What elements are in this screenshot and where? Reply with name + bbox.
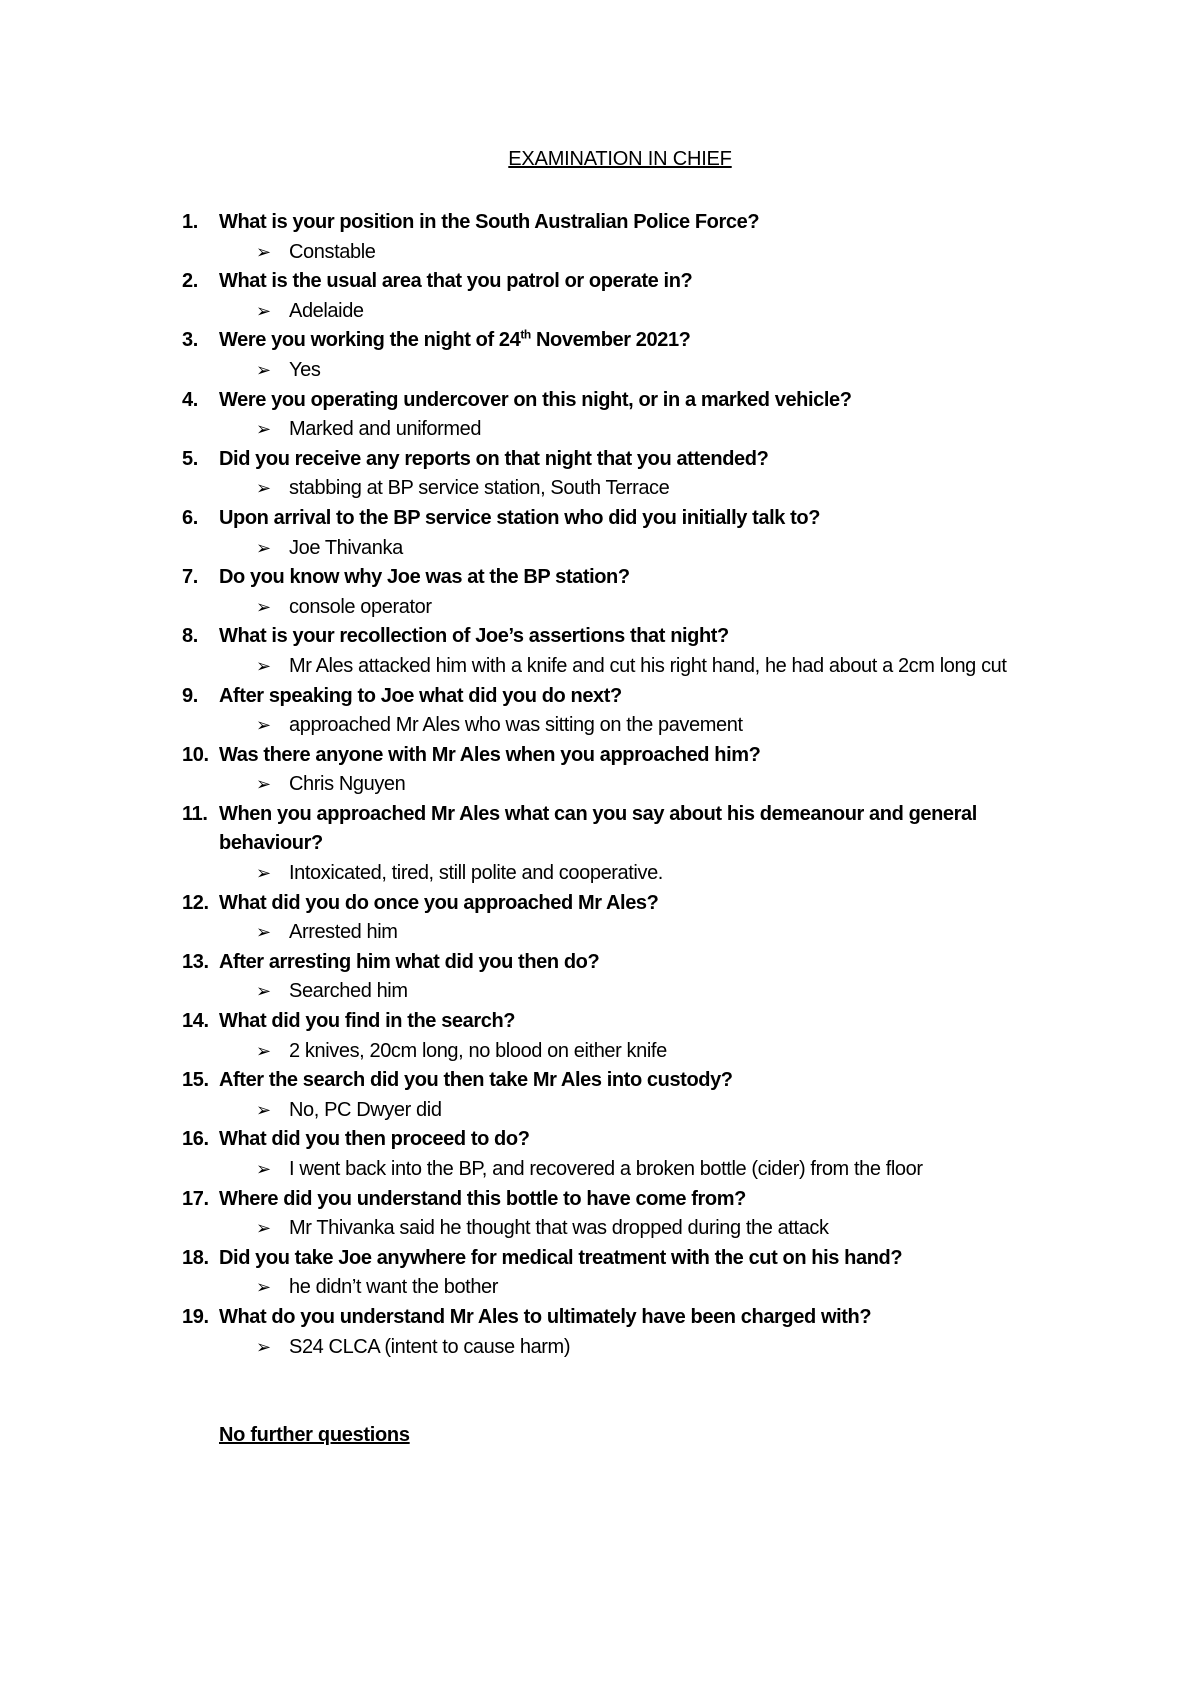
list-item: [182, 622, 1062, 681]
list-item: [182, 1125, 1062, 1184]
answer-line: [182, 711, 1062, 741]
arrowhead-bullet-icon: ➢: [256, 1277, 271, 1298]
answer-text: he didn’t want the bother: [289, 1276, 499, 1299]
question-line: [182, 563, 1062, 593]
question-line: [182, 741, 1062, 771]
list-item: [182, 386, 1062, 445]
answer-text: No, PC Dwyer did: [289, 1098, 442, 1121]
answer-text: Joe Thivanka: [289, 536, 403, 559]
question-number: 3.: [182, 329, 198, 352]
arrowhead-bullet-icon: ➢: [256, 774, 271, 795]
answer-line: [182, 297, 1062, 327]
answer-text: Intoxicated, tired, still polite and cooperative.: [289, 862, 663, 885]
answer-text: Mr Ales attacked him with a knife and cut his right hand, he had about a 2cm long cut: [289, 654, 1007, 677]
question-line: [182, 800, 1062, 859]
answer-text: stabbing at BP service station, South Terrace: [289, 477, 670, 500]
answer-text: Constable: [289, 240, 376, 263]
question-number: 11.: [182, 802, 208, 825]
list-item: [182, 1007, 1062, 1066]
question-number: 16.: [182, 1128, 209, 1151]
arrowhead-bullet-icon: ➢: [256, 715, 271, 736]
answer-line: [182, 1155, 1062, 1185]
question-text: What is the usual area that you patrol or operate in?: [219, 270, 693, 293]
question-text: What did you do once you approached Mr Ales?: [219, 891, 659, 914]
question-line: [182, 1303, 1062, 1333]
question-number: 15.: [182, 1069, 209, 1092]
arrowhead-bullet-icon: ➢: [256, 863, 271, 884]
question-text: What is your recollection of Joe’s assertions that night?: [219, 625, 729, 648]
question-number: 2.: [182, 270, 198, 293]
question-line: [182, 208, 1062, 238]
question-text: Did you take Joe anywhere for medical treatment with the cut on his hand?: [219, 1246, 903, 1269]
list-item: [182, 682, 1062, 741]
question-text: After the search did you then take Mr Ales into custody?: [219, 1069, 733, 1092]
question-number: 13.: [182, 950, 209, 973]
question-text: What did you find in the search?: [219, 1010, 516, 1033]
list-item: [182, 889, 1062, 948]
answer-text: I went back into the BP, and recovered a broken bottle (cider) from the floor: [289, 1158, 923, 1180]
arrowhead-bullet-icon: ➢: [256, 1336, 271, 1357]
arrowhead-bullet-icon: ➢: [256, 1218, 271, 1239]
question-number: 9.: [182, 684, 198, 707]
list-item: [182, 504, 1062, 563]
question-line: [182, 948, 1062, 978]
answer-line: [182, 859, 1062, 889]
question-text-before: Were you working the night of 24: [219, 329, 521, 352]
list-item: [182, 563, 1062, 622]
question-number: 1.: [182, 211, 198, 233]
question-text: [219, 326, 1062, 356]
question-text: What is your position in the South Australian Police Force?: [219, 211, 760, 233]
answer-text: S24 CLCA (intent to cause harm): [289, 1335, 571, 1358]
arrowhead-bullet-icon: ➢: [256, 359, 271, 380]
question-text: What did you then proceed to do?: [219, 1128, 530, 1151]
question-line: [182, 1007, 1062, 1037]
question-line: [182, 386, 1062, 416]
question-line: [182, 1125, 1062, 1155]
answer-text: Adelaide: [289, 299, 364, 322]
question-text: What do you understand Mr Ales to ultimately have been charged with?: [219, 1305, 872, 1328]
question-number: 6.: [182, 506, 198, 529]
answer-line: [182, 770, 1062, 800]
question-line: [182, 445, 1062, 475]
question-text: Where did you understand this bottle to have come from?: [219, 1187, 746, 1210]
question-line: [182, 889, 1062, 919]
arrowhead-bullet-icon: ➢: [256, 300, 271, 321]
list-item: [182, 208, 1062, 267]
list-item: [182, 948, 1062, 1007]
closing-line: No further questions: [219, 1424, 410, 1446]
arrowhead-bullet-icon: ➢: [256, 1040, 271, 1061]
question-text: Were you operating undercover on this night, or in a marked vehicle?: [219, 388, 852, 411]
question-number: 7.: [182, 566, 198, 589]
answer-line: [182, 1037, 1062, 1067]
arrowhead-bullet-icon: ➢: [256, 537, 271, 558]
question-text: Was there anyone with Mr Ales when you approached him?: [219, 743, 761, 766]
answer-line: [182, 474, 1062, 504]
question-text: Upon arrival to the BP service station who did you initially talk to?: [219, 506, 821, 529]
answer-text: console operator: [289, 595, 432, 618]
question-number: 17.: [182, 1187, 209, 1210]
question-line: [182, 267, 1062, 297]
question-number: 10.: [182, 743, 209, 766]
answer-text: Marked and uniformed: [289, 418, 482, 441]
answer-line: [182, 652, 1062, 682]
list-item: [182, 800, 1062, 889]
arrowhead-bullet-icon: ➢: [256, 1099, 271, 1120]
question-line: [182, 1066, 1062, 1096]
list-item: [182, 741, 1062, 800]
ordinal-suffix: th: [520, 327, 531, 342]
list-item: [182, 1244, 1062, 1303]
answer-line: [182, 593, 1062, 623]
question-list: [182, 208, 1062, 1362]
answer-text: 2 knives, 20cm long, no blood on either knife: [289, 1039, 667, 1062]
arrowhead-bullet-icon: ➢: [256, 419, 271, 440]
answer-line: [182, 1273, 1062, 1303]
list-item: [182, 267, 1062, 326]
list-item: [182, 326, 1062, 385]
question-line: [182, 1244, 1062, 1274]
question-line: [182, 1185, 1062, 1215]
question-text: After speaking to Joe what did you do next?: [219, 684, 622, 707]
arrowhead-bullet-icon: ➢: [256, 478, 271, 499]
answer-text: Chris Nguyen: [289, 773, 406, 796]
list-item: [182, 1066, 1062, 1125]
question-text: When you approached Mr Ales what can you say about his demeanour and general behaviour?: [219, 802, 977, 855]
arrowhead-bullet-icon: ➢: [256, 596, 271, 617]
answer-line: [182, 1096, 1062, 1126]
arrowhead-bullet-icon: ➢: [256, 981, 271, 1002]
document-title: EXAMINATION IN CHIEF: [508, 148, 732, 170]
list-item: [182, 445, 1062, 504]
question-number: 8.: [182, 625, 198, 648]
answer-text: Yes: [289, 358, 321, 381]
question-number: 14.: [182, 1010, 209, 1033]
question-line: [182, 682, 1062, 712]
question-number: 19.: [182, 1305, 209, 1328]
list-item: [182, 1185, 1062, 1244]
answer-text: Searched him: [289, 980, 408, 1003]
list-item: [182, 1303, 1062, 1362]
question-number: 4.: [182, 388, 198, 411]
question-line: [182, 326, 1062, 356]
question-number: 5.: [182, 447, 198, 470]
answer-line: [182, 977, 1062, 1007]
arrowhead-bullet-icon: ➢: [256, 1159, 271, 1179]
answer-text: approached Mr Ales who was sitting on the pavement: [289, 714, 743, 737]
question-text-after: November 2021?: [530, 329, 691, 352]
question-text: Do you know why Joe was at the BP station?: [219, 566, 630, 589]
answer-line: [182, 1214, 1062, 1244]
question-number: 12.: [182, 891, 209, 914]
question-text: After arresting him what did you then do?: [219, 950, 600, 973]
question-line: [182, 622, 1062, 652]
arrowhead-bullet-icon: ➢: [256, 655, 271, 676]
question-text: Did you receive any reports on that night that you attended?: [219, 447, 769, 470]
question-line: [182, 504, 1062, 534]
answer-line: [182, 238, 1062, 268]
arrowhead-bullet-icon: ➢: [256, 922, 271, 943]
answer-line: [182, 1333, 1062, 1363]
answer-line: [182, 918, 1062, 948]
answer-line: [182, 415, 1062, 445]
answer-line: [182, 356, 1062, 386]
question-number: 18.: [182, 1246, 209, 1269]
answer-text: Arrested him: [289, 921, 398, 944]
answer-text: Mr Thivanka said he thought that was dropped during the attack: [289, 1217, 829, 1240]
answer-line: [182, 534, 1062, 564]
arrowhead-bullet-icon: ➢: [256, 241, 271, 262]
